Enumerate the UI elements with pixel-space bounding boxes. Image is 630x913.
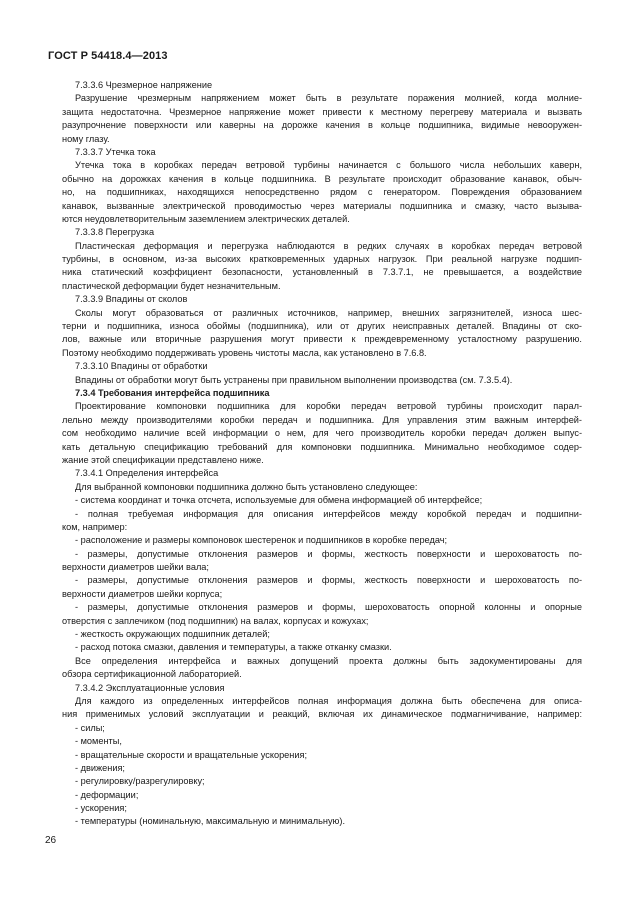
text-line: - размеры, допустимые отклонения размеров и формы, жесткость поверхности и шероховатость по- — [75, 548, 582, 559]
text-line: ются неудовлетворительным заземлением электрических деталей. — [62, 213, 350, 224]
text-line: отверстия с заплечиком (под подшипник) на валах, корпусах и кожухах; — [62, 615, 369, 626]
text-line: лельно между производителями коробки передач и подшипника. Для управления этим важным интерфей- — [62, 414, 582, 425]
text-line: 7.3.3.9 Впадины от сколов — [75, 294, 188, 305]
text-line: ния применимых условий эксплуатации и реакций, включая их динамическое подмагничивание, например: — [62, 709, 582, 720]
text-line: - моменты, — [75, 736, 122, 747]
text-line: Разрушение чрезмерным напряжением может быть в результате поражения молнией, когда молние- — [75, 93, 582, 104]
text-line: Для каждого из определенных интерфейсов полная информация должна быть обеспечена для описа- — [75, 695, 582, 706]
text-line: Сколы могут образоваться от различных источников, например, внешних загрязнителей, износа шес- — [75, 307, 582, 318]
text-line: Для выбранной компоновки подшипника должно быть установлено следующее: — [75, 481, 418, 492]
text-line: терни и подшипника, износа обоймы (подшипника), или от других неисправных деталей. Впадины от ско- — [62, 321, 582, 332]
text-line: но, на подшипниках, находящихся непосредственно рядом с генератором. Повреждения образованием — [62, 187, 582, 198]
text-line: - вращательные скорости и вращательные ускорения; — [75, 749, 308, 760]
page-number: 26 — [45, 835, 57, 846]
text-line: - размеры, допустимые отклонения размеров и формы, жесткость поверхности и шероховатость по- — [75, 575, 582, 586]
text-line: Все определения интерфейса и важных допущений проекта должны быть задокументированы для — [75, 655, 582, 666]
text-line: обычно на дорожках качения в кольце подшипника. В результате происходит образование канавок, обыч- — [62, 173, 582, 184]
text-line: - размеры, допустимые отклонения размеров и формы, шероховатость опорной колонны и опорные — [75, 602, 582, 613]
text-line: Проектирование компоновки подшипника для коробки передач ветровой турбины происходит парал- — [75, 401, 582, 412]
text-line: - жесткость окружающих подшипник деталей; — [75, 629, 270, 640]
text-line: канавок, вызванные электрической проводимостью через материалы подшипника и смазку, часто вызыва- — [62, 200, 582, 211]
text-line: ком, например: — [62, 521, 128, 532]
text-line: - температуры (номинальную, максимальную и минимальную). — [75, 816, 346, 827]
text-line: ному глазу. — [62, 133, 110, 144]
text-line: - система координат и точка отсчета, используемые для обмена информацией об интерфейсе; — [75, 495, 483, 506]
text-line: 7.3.3.8 Перегрузка — [75, 227, 155, 238]
text-line: верхности диаметров шейки корпуса; — [62, 588, 223, 599]
text-line: Утечка тока в коробках передач ветровой турбины начинается с большого числа небольших каверн, — [75, 160, 582, 171]
text-line: лов, важные или вторичные разрушения могут привести к преждевременному усталостному разрушению. — [62, 334, 582, 345]
text-line: 7.3.4.1 Определения интерфейса — [75, 468, 219, 479]
page-header: ГОСТ Р 54418.4—2013 — [48, 50, 168, 62]
text-line: 7.3.3.7 Утечка тока — [75, 146, 156, 157]
text-line: кать детальную спецификацию требований для компоновки подшипника. Минимально необходимое содер- — [62, 441, 582, 452]
text-line: 7.3.3.10 Впадины от обработки — [75, 361, 208, 372]
text-line: жание этой спецификации представлено ниже. — [62, 454, 264, 465]
text-line: обзора сертификационной лабораторией. — [62, 669, 242, 680]
text-line: турбины, в основном, из-за высоких кратковременных ударных нагрузок. При реальной нагрузке подшип- — [62, 254, 582, 265]
text-line: - полная требуемая информация для описания интерфейсов между коробкой передач и подшипни- — [75, 508, 582, 519]
text-line: Пластическая деформация и перегрузка наблюдаются в редких случаях в коробках передач ветровой — [75, 240, 582, 251]
text-line: - регулировку/разрегулировку; — [75, 776, 205, 787]
text-line: - деформации; — [75, 789, 139, 800]
text-line: 7.3.4.2 Эксплуатационные условия — [75, 682, 225, 693]
text-line: Впадины от обработки могут быть устранены при правильном выполнении производства (см. 7.3.5.4). — [75, 374, 513, 385]
text-line: 7.3.3.6 Чрезмерное напряжение — [75, 80, 213, 90]
text-line: верхности диаметров шейки вала; — [62, 562, 209, 573]
text-line: - расход потока смазки, давления и температуры, а также отканку смазки. — [75, 642, 392, 653]
text-line: 7.3.4 Требования интерфейса подшипника — [75, 387, 270, 398]
document-body — [62, 79, 582, 829]
text-line: - силы; — [75, 722, 105, 733]
text-line: Поэтому необходимо поддерживать уровень чистоты масла, как установлено в 7.6.8. — [62, 347, 427, 358]
text-line: пластической деформации будет незначительным. — [62, 280, 281, 291]
text-line: защита недостаточна. Чрезмерное напряжение может привести к местному перегреву материала и вызвать — [62, 106, 582, 117]
text-line: разупрочнение поверхности или каверны на дорожке качения в кольце подшипника, видимые невооружен- — [62, 120, 582, 131]
text-line: - ускорения; — [75, 803, 127, 814]
text-line: - расположение и размеры компоновок шестеренок и подшипников в коробке передач; — [75, 535, 448, 546]
text-line: ника статический коэффициент безопасности, установленный в 7.3.7.1, не превышается, а воздействие — [62, 267, 582, 278]
text-line: сом необходимо наличие всей информации о нем, для чего производитель коробки передач должен выпус- — [62, 428, 582, 439]
text-line: - движения; — [75, 762, 125, 773]
